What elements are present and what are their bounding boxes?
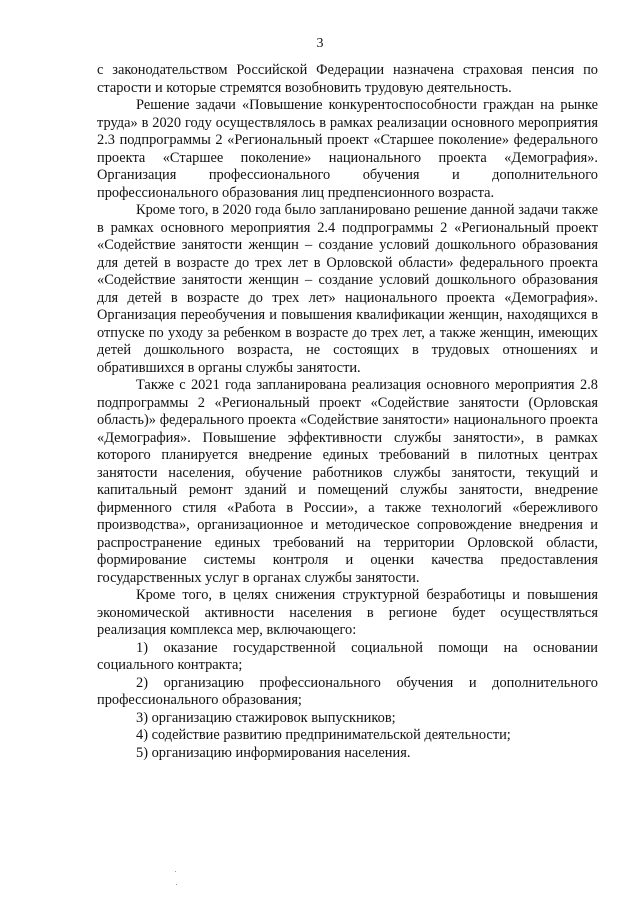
- document-body: [97, 62, 598, 762]
- list-item-social-contract: 1) оказание государственной социальной помощи на основании социального контракта;: [97, 639, 598, 673]
- page-number: 3: [316, 36, 324, 51]
- paragraph-employment-promotion-project: Также с 2021 года запланирована реализация основного мероприятия 2.8 подпрограммы 2 «Региональный проект «Содействие занятости (Орловская область)» федерального проекта «Содействие занятости» национального проекта «Демография». Повышение эффективности службы занятости», в рамках которого планируется внедрение единых требований в пилотных центрах занятости населения, обучение работников службы занятости, текущий и капитальный ремонт зданий и помещений службы занятости, внедрение фирменного стиля «Работа в России», а также технологий «бережливого производства», организационное и методическое сопровождение внедрения и распространение единых требований на территории Орловской области, формирование системы контроля и оценки качества предоставления государственных услуг в органах службы занятости.: [97, 377, 598, 586]
- list-item-entrepreneurship: 4) содействие развитию предпринимательской деятельности;: [136, 727, 511, 743]
- list-item-professional-training: 2) организацию профессионального обучения и дополнительного профессионального образования;: [97, 674, 598, 708]
- paragraph-older-generation-project: Решение задачи «Повышение конкурентоспособности граждан на рынке труда» в 2020 году осуществлялось в рамках реализации основного мероприятия 2.3 подпрограммы 2 «Региональный проект «Старшее поколение» федерального проекта «Старшее поколение» национального проекта «Демография». Организация профессионального обучения и дополнительного профессионального образования лиц предпенсионного возраста.: [97, 97, 598, 201]
- paragraph-women-employment-project: Кроме того, в 2020 года было запланировано решение данной задачи также в рамках основного мероприятия 2.4 подпрограммы 2 «Региональный проект «Содействие занятости женщин – создание условий дошкольного образования для детей в возрасте до трех лет в Орловской области» федерального проекта «Содействие занятости женщин – создание условий дошкольного образования для детей в возрасте до трех лет» национального проекта «Демография». Организация переобучения и повышения квалификации женщин, находящихся в отпуске по уходу за ребенком в возрасте до трех лет, а также женщин, имеющих детей дошкольного возраста, не состоящих в трудовых отношениях и обратившихся в органы службы занятости.: [97, 202, 598, 376]
- list-item-public-information: 5) организацию информирования населения.: [136, 744, 411, 761]
- paragraph-continuation: с законодательством Российской Федерации назначена страховая пенсия по старости и которые стремятся возобновить трудовую деятельность.: [97, 62, 598, 96]
- scan-artifact-dot: [176, 884, 177, 885]
- paragraph-measures-intro: Кроме того, в целях снижения структурной безработицы и повышения экономической активности населения в регионе будет осуществляться реализация комплекса мер, включающего:: [97, 587, 598, 638]
- list-item-graduate-internships: 3) организацию стажировок выпускников;: [136, 709, 396, 726]
- scan-artifact-dot: [175, 871, 176, 872]
